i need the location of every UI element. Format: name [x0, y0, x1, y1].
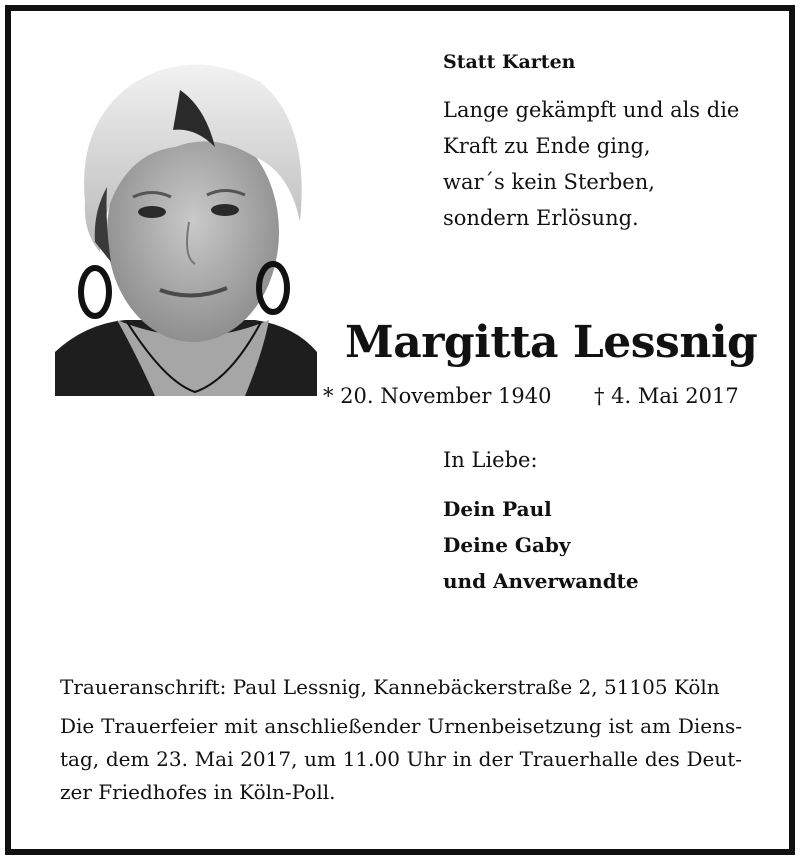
portrait-photo-icon	[55, 52, 317, 396]
mourner-names	[443, 491, 773, 599]
poem	[443, 92, 773, 236]
service-line: tag, dem 23. Mai 2017, um 11.00 Uhr in der Trauerhalle des Deut-	[60, 747, 742, 771]
poem-line: sondern Erlösung.	[443, 206, 639, 230]
intro-text: Statt Karten	[443, 51, 576, 73]
poem-line: war´s kein Sterben,	[443, 170, 655, 194]
mourners-block	[443, 447, 773, 599]
service-line: Die Trauerfeier mit anschließender Urnenbeisetzung ist am Diens-	[60, 714, 742, 738]
poem-line: Lange gekämpft und als die	[443, 98, 740, 122]
quote-block	[443, 50, 773, 236]
mourners-lead: In Liebe:	[443, 448, 538, 472]
service-info	[60, 710, 742, 809]
mourning-address: Traueranschrift: Paul Lessnig, Kannebäckerstraße 2, 51105 Köln	[60, 675, 720, 699]
death-date: † 4. Mai 2017	[594, 384, 739, 408]
service-line: zer Friedhofes in Köln-Poll.	[60, 780, 336, 804]
info-block	[60, 672, 742, 809]
mourner-name: und Anverwandte	[443, 569, 639, 593]
poem-line: Kraft zu Ende ging,	[443, 134, 651, 158]
portrait-photo	[55, 52, 317, 396]
mourner-name: Deine Gaby	[443, 533, 571, 557]
birth-date: * 20. November 1940	[323, 384, 552, 408]
mourner-name: Dein Paul	[443, 497, 552, 521]
deceased-name: Margitta Lessnig	[345, 317, 758, 368]
